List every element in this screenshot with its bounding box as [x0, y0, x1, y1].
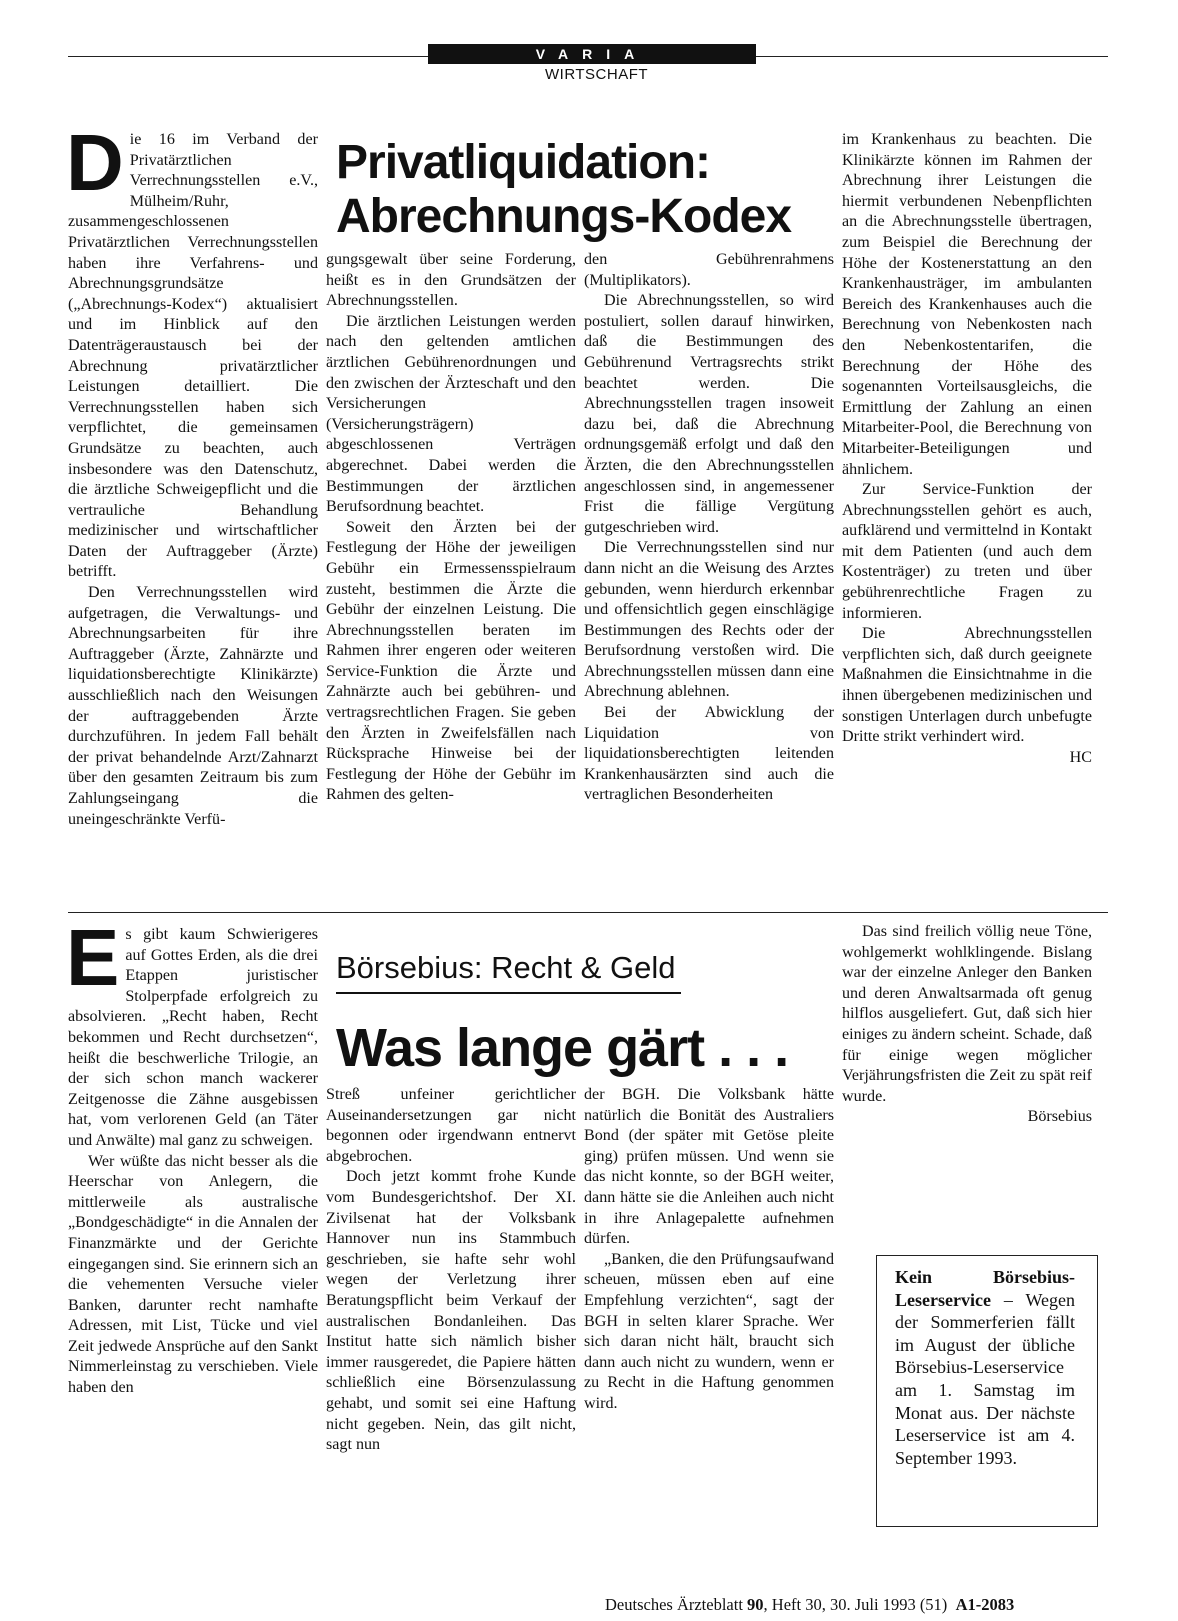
notice-title: Kein Börsebius-Leserservice: [895, 1267, 1075, 1310]
paragraph: Die Verrechnungsstellen sind nur dann nicht an die Weisung des Arztes gebunden, wenn hierdurch erkennbar und offensichtlich gegen einschlägige Bestimmungen des Rechts oder der Berufsordnung verstoßen wird. Die Abrechnungsstellen müssen dann eine Abrechnung ablehnen.: [584, 539, 834, 701]
article1-column-3: [584, 250, 834, 806]
article1-signature: HC: [1069, 748, 1092, 766]
article2-kicker: Börsebius: Recht & Geld: [336, 950, 676, 985]
footer-journal: Deutsches Ärzteblatt: [605, 1595, 748, 1614]
article2-column-2: [326, 1085, 576, 1456]
paragraph: Das sind freilich völlig neue Töne, wohlgemerkt wohlklingende. Bislang war der einzelne Anleger den Banken und deren Anwaltsarmada oft genug hilflos ausgeliefert. Gut, daß sich hier einiges zu ändern scheint. Schade, daß für einige wegen möglicher Verjährungsfristen die Zeit zu spät reif wurde.: [842, 923, 1092, 1105]
paragraph: Wer wüßte das nicht besser als die Heerschar von Anlegern, die mittlerweile als australische „Bondgeschädigte“ in die Annalen der Finanzmärkte und der Gerichte eingegangen sind. Sie erinnern sich an die vehementen Versuche vieler Banken, darunter recht namhafte Adressen, mit List, Tücke und viel Zeit jedwede Ansprüche auf den Sankt Nimmerleinstag zu verschieben. Viele haben den: [68, 1152, 318, 1397]
paragraph: gungsgewalt über seine Forderung, heißt es in den Grundsätzen der Abrechnungsstellen.: [326, 251, 576, 310]
paragraph: ie 16 im Verband der Privatärztlichen Verrechnungsstellen e.V., Mülheim/Ruhr, zusammengeschlossenen Privatärztlichen Verrechnungsstellen haben ihre Verfahrens- und Abrechnungsgrundsätze („Abrechnungs-Kodex“) aktualisiert und im Hinblick auf den Datenträgeraustausch bei der Abrechnung privatärztlicher Leistungen detailliert. Die Verrechnungsstellen haben sich verpflichtet, die gemeinsamen Grundsätze zu beachten, auch insbesondere was den Datenschutz, die ärztliche Schweigepflicht und die vertrauliche Behandlung medizinischer und wirtschaftlicher Daten der Auftraggeber (Ärzte) betrifft.: [68, 131, 318, 581]
paragraph: Doch jetzt kommt frohe Kunde vom Bundesgerichtshof. Der XI. Zivilsenat hat der Volksbank Hannover nun ins Stammbuch geschrieben, sie hafte sehr wohl wegen der Verletzung ihrer Beratungspflicht beim Verkauf der australischen Bondanleihen. Das Institut hatte sich nämlich bisher immer rausgeredet, die Papiere hätten schließlich eine Börsenzulassung gehabt, und somit sei eine Haftung nicht gegeben. Nein, das gilt nicht, sagt nun: [326, 1168, 576, 1454]
paragraph: im Krankenhaus zu beachten. Die Klinikärzte können im Rahmen der Abrechnung ihrer Leistungen die hiermit verbundenen Nebenpflichten an die Abrechnungsstelle übertragen, zum Beispiel die Berechnung der Höhe der Kostenerstattung an den Krankenhausträger, im ambulanten Bereich des Krankenhauses auch die Berechnung von Nebenkosten nach den Nebenkostentarifen, die Berechnung der Höhe des sogenannten Vorteilsausgleichs, die Ermittlung der Zahlung an einen Mitarbeiter-Pool, die Berechnung von Mitarbeiter-Beteiligungen und ähnlichem.: [842, 131, 1092, 478]
article2-signature: Börsebius: [1027, 1108, 1092, 1126]
article1-headline-line2: Abrechnungs-Kodex: [336, 190, 792, 243]
paragraph: Bei der Abwicklung der Liquidation von liquidationsberechtigten leitenden Krankenhausärzten sind auch die vertraglichen Besonderheiten: [584, 704, 834, 804]
kicker-rule: [336, 992, 681, 994]
dropcap: E: [66, 913, 120, 1002]
article2-column-4: [842, 922, 1092, 1128]
paragraph: der BGH. Die Volksbank hätte natürlich die Bonität des Australiers Bond (der später mit Getöse pleite ging) prüfen müssen. Und wenn sie das nicht konnte, so der BGH weiter, dann hätte sie die Anleihen auch nicht in ihre Anlagepalette aufnehmen dürfen.: [584, 1086, 834, 1248]
page-footer: [605, 1595, 1014, 1615]
paragraph: Soweit den Ärzten bei der Festlegung der Höhe der jeweiligen Gebühr ein Ermessensspielraum zusteht, bestimmen die Ärzte die Gebühr der einzelnen Leistung. Die Abrechnungsstellen beraten im Rahmen ihrer engeren oder weiteren Service-Funktion die Ärzte und Zahnärzte auch bei gebühren- und vertragsrechtlichen Fragen. Sie geben den Ärzten in Zweifelsfällen nach Rücksprache Hinweise bei der Festlegung der Höhe der Gebühr im Rahmen des gelten-: [326, 518, 576, 804]
section-label: VARIA: [428, 44, 756, 64]
footer-volume: 90: [747, 1595, 764, 1614]
article1-column-2: [326, 250, 576, 806]
paragraph: den Gebührenrahmens (Multiplikators).: [584, 251, 834, 289]
notice-body: – Wegen der Sommerferien fällt im August der übliche Börsebius-Leserservice am 1. Samstag im Monat aus. Der nächste Leserservice ist am 4. September 1993.: [895, 1289, 1075, 1468]
footer-issue: , Heft 30, 30. Juli 1993 (51): [763, 1595, 948, 1614]
paragraph: Den Verrechnungsstellen wird aufgetragen, die Verwaltungs- und Abrechnungsarbeiten für ihre Auftraggeber (Ärzte, Zahnärzte und liquidationsberechtigte Klinikärzte) ausschließlich nach den Weisungen der auftraggebenden Ärzte durchzuführen. In jedem Fall behält der privat behandelnde Arzt/Zahnarzt über den gesamten Zeitraum bis zum Zahlungseingang die uneingeschränkte Verfü-: [68, 584, 318, 828]
article-separator: [68, 912, 1108, 913]
article1-column-1: [66, 118, 318, 830]
paragraph: s gibt kaum Schwierigeres auf Gottes Erden, als die drei Etappen juristischer Stolperpfade erfolgreich zu absolvieren. „Recht haben, Recht bekommen und Recht durchsetzen“, heißt die beschwerliche Trilogie, an der sich schon manch wackerer Zeitgenosse die Zähne ausgebissen hat, vom verlorenen Geld (an Täter und Anwälte) mal ganz zu schweigen.: [68, 926, 318, 1149]
paragraph: Streß unfeiner gerichtlicher Auseinandersetzungen gar nicht begonnen oder irgendwann entnervt abgebrochen.: [326, 1086, 576, 1165]
article1-headline: [336, 136, 791, 244]
article1-headline-line1: Privatliquidation:: [336, 136, 711, 189]
paragraph: Zur Service-Funktion der Abrechnungsstellen gehört es auch, aufklärend und vermittelnd in Kontakt mit dem Patienten (und auch dem Kostenträger) zu treten und über gebührenrechtliche Fragen zu informieren.: [842, 481, 1092, 622]
article2-column-3: [584, 1085, 834, 1415]
paragraph: Die Abrechnungsstellen, so wird postuliert, sollen darauf hinwirken, daß die Bestimmungen des Gebührenund Vertragsrechts strikt beachtet werden. Die Abrechnungsstellen tragen insoweit dazu bei, daß die Abrechnung ordnungsgemäß erfolgt und daß den Ärzten, die den Abrechnungsstellen angeschlossen sind, in angemessener Frist die fällige Vergütung gutgeschrieben wird.: [584, 292, 834, 536]
paragraph: „Banken, die den Prüfungsaufwand scheuen, müssen eben auf eine Empfehlung verzichten“, sagt der BGH in selten klarer Sprache. Wer sich daran nicht hält, braucht sich dann auch nicht zu wundern, wenn er zu Recht in die Haftung genommen wird.: [584, 1250, 834, 1412]
article2-headline: Was lange gärt . . .: [336, 1018, 789, 1078]
subsection-label: WIRTSCHAFT: [545, 66, 649, 83]
footer-page: A1-2083: [955, 1595, 1015, 1614]
article2-column-1: [66, 913, 318, 1399]
paragraph: Die Abrechnungsstellen verpflichten sich, daß durch geeignete Maßnahmen die Einsichtnahme in die ihnen übergebenen medizinischen und sonstigen Unterlagen durch unbefugte Dritte strikt verhindert wird.: [842, 625, 1092, 746]
notice-text: [895, 1266, 1075, 1469]
paragraph: Die ärztlichen Leistungen werden nach den geltenden amtlichen ärztlichen Gebührenordnungen und den zwischen der Ärzteschaft und den Versicherungen (Versicherungsträgern) abgeschlossenen Verträgen abgerechnet. Dabei werden die Bestimmungen der ärztlichen Berufsordnung beachtet.: [326, 312, 576, 516]
dropcap: D: [66, 118, 124, 207]
article1-column-4: [842, 130, 1092, 768]
notice-box: [876, 1255, 1098, 1527]
